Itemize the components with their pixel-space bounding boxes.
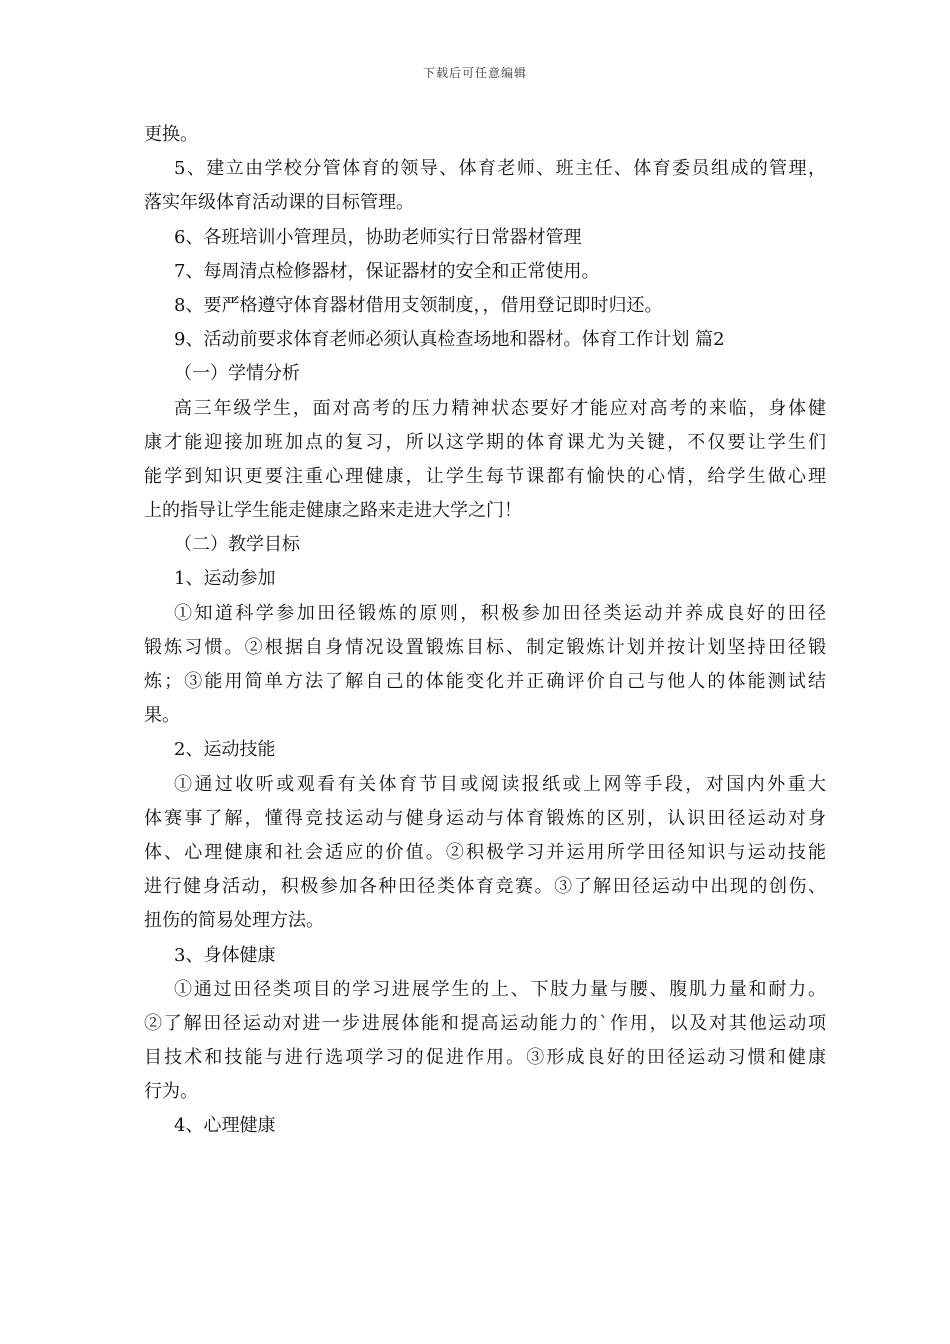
text-line: ①通过收听或观看有关体育节目或阅读报纸或上网等手段，对国内外重大 [174,773,826,795]
text-line: 体赛事了解，懂得竞技运动与健身运动与体育锻炼的区别，认识田径运动对身 [144,807,826,829]
page-header: 下载后可任意编辑 [422,66,527,80]
text-line: 扭伤的简易处理方法。 [144,910,324,932]
text-line: 目技术和技能与进行选项学习的促进作用。③形成良好的田径运动习惯和健康 [144,1047,826,1069]
text-line: 2、运动技能 [174,739,276,761]
text-line: 上的指导让学生能走健康之路来走进大学之门！ [144,500,522,522]
text-line: 4、心理健康 [174,1115,276,1137]
text-line: 康才能迎接加班加点的复习，所以这学期的体育课尤为关键，不仅要让学生们 [144,431,826,453]
text-line: 8、要严格遵守体育器材借用支领制度，，借用登记即时归还。 [174,294,663,316]
text-line: 6、各班培训小管理员，协助老师实行日常器材管理 [174,226,582,248]
text-line: 能学到知识更要注重心理健康，让学生每节课都有愉快的心情，给学生做心理 [144,465,826,487]
text-line: 果。 [144,705,180,727]
text-line: （二）教学目标 [174,534,300,556]
text-line: 3、身体健康 [174,944,276,966]
text-line: 9、活动前要求体育老师必须认真检查场地和器材。体育工作计划 篇2 [174,329,725,351]
text-line: 更换。 [144,124,198,145]
text-line: 进行健身活动，积极参加各种田径类体育竞赛。③了解田径运动中出现的创伤、 [144,876,826,898]
text-line: ②了解田径运动对进一步进展体能和提高运动能力的`作用，以及对其他运动项 [144,1012,826,1034]
text-line: 锻炼习惯。②根据自身情况设置锻炼目标、制定锻炼计划并按计划坚持田径锻 [144,636,826,658]
text-line: 炼；③能用简单方法了解自己的体能变化并正确评价自己与他人的体能测试结 [144,671,826,692]
text-line: ①知道科学参加田径锻炼的原则，积极参加田径类运动并养成良好的田径 [174,602,826,624]
text-line: 7、每周清点检修器材，保证器材的安全和正常使用。 [174,260,600,282]
document-body [144,118,826,1144]
text-line: 行为。 [144,1081,198,1103]
text-line: （一）学情分析 [174,363,300,385]
text-line: 落实年级体育活动课的目标管理。 [144,192,414,214]
text-line: 高三年级学生，面对高考的压力精神状态要好才能应对高考的来临，身体健 [174,397,826,419]
text-line: ①通过田径类项目的学习进展学生的上、下肢力量与腰、腹肌力量和耐力。 [174,978,826,1000]
text-line: 5、建立由学校分管体育的领导、体育老师、班主任、体育委员组成的管理， [174,158,826,180]
text-line: 体、心理健康和社会适应的价值。②积极学习并运用所学田径知识与运动技能 [144,841,826,863]
text-line: 1、运动参加 [174,568,276,590]
